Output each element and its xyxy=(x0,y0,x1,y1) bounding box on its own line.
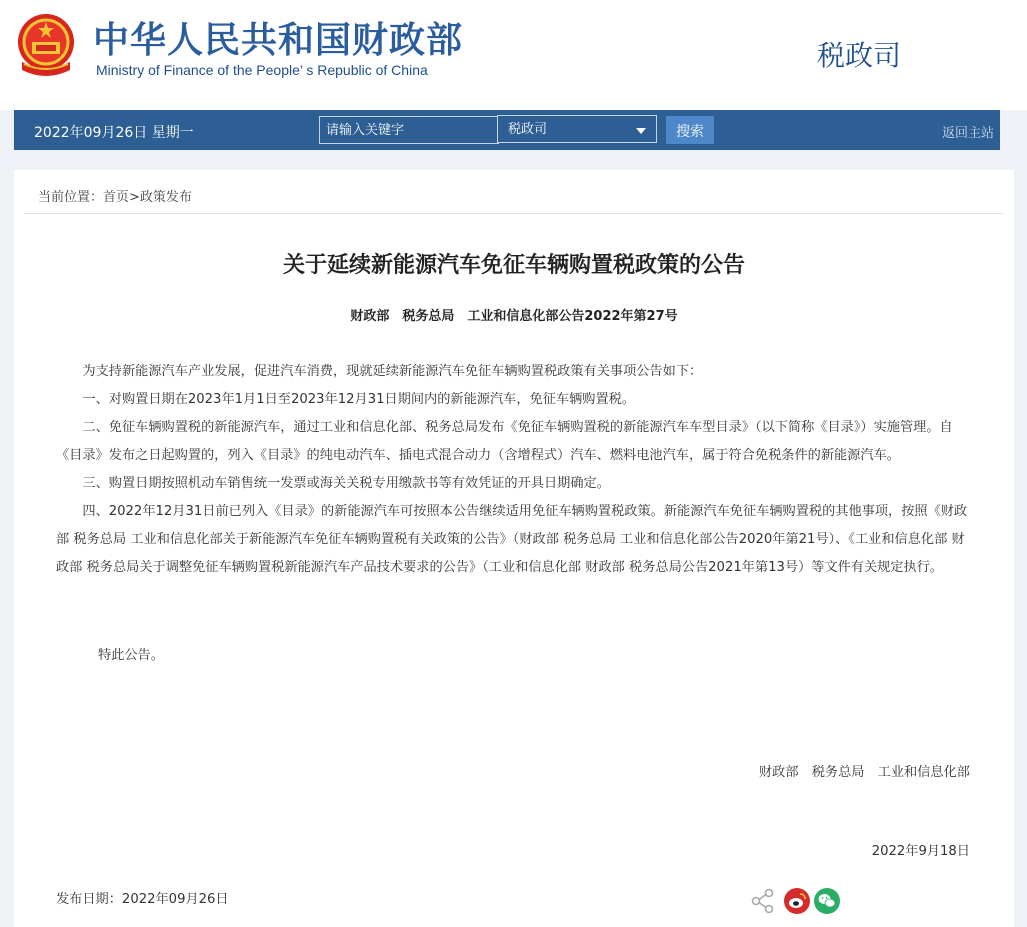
nav-bar xyxy=(14,110,1000,150)
article-container xyxy=(14,170,1014,927)
paragraph: 一、对购置日期在2023年1月1日至2023年12月31日期间内的新能源汽车，免征车辆购置税。 xyxy=(82,392,636,407)
search-button[interactable]: 搜索 xyxy=(666,116,714,144)
weibo-icon[interactable] xyxy=(783,887,811,915)
department-name: 税政司 xyxy=(817,39,902,72)
section-select-value: 税政司 xyxy=(508,122,548,137)
paragraph: 三、购置日期按照机动车销售统一发票或海关关税专用缴款书等有效凭证的开具日期确定。 xyxy=(82,476,610,491)
site-header xyxy=(0,0,1027,110)
article-body xyxy=(56,358,970,582)
share-bar xyxy=(749,887,849,915)
sign-date: 2022年9月18日 xyxy=(871,844,970,859)
section-select[interactable] xyxy=(497,115,657,143)
search-input[interactable] xyxy=(319,116,499,144)
back-home-link[interactable]: 返回主站 xyxy=(941,126,994,141)
site-title-cn[interactable]: 中华人民共和国财政部 xyxy=(93,20,464,61)
site-title-en: Ministry of Finance of the People’ s Republic of China xyxy=(96,62,428,78)
chevron-down-icon xyxy=(636,128,646,134)
national-emblem-icon xyxy=(14,12,78,80)
paragraph: 二、免征车辆购置税的新能源汽车，通过工业和信息化部、税务总局发布《免征车辆购置税的新能源汽车车型目录》（以下简称《目录》）实施管理。自《目录》发布之日起购置的，列入《目录》的纯电动汽车、插电式混合动力（含增程式）汽车、燃料电池汽车，属于符合免税条件的新能源汽车。 xyxy=(56,420,953,463)
article-title: 关于延续新能源汽车免征车辆购置税政策的公告 xyxy=(282,253,745,278)
signature: 财政部 税务总局 工业和信息化部 xyxy=(759,765,970,780)
document-number: 财政部 税务总局 工业和信息化部公告2022年第27号 xyxy=(350,309,678,324)
current-date: 2022年09月26日 星期一 xyxy=(34,125,194,141)
paragraph: 四、2022年12月31日前已列入《目录》的新能源汽车可按照本公告继续适用免征车辆购置税政策。新能源汽车免征车辆购置税的其他事项，按照《财政部 税务总局 工业和信息化部关于新能源汽车免征车辆购置税有关政策的公告》（财政部 税务总局 工业和信息化部公告2020年第21号）、《工业和信息化部 财政部 税务总局关于调整免征车辆购置税新能源汽车产品技术要求的公告》（工业和信息化部 财政部 税务总局公告2021年第13号）等文件有关规定执行。 xyxy=(56,504,968,575)
publish-date: 发布日期：2022年09月26日 xyxy=(56,892,229,907)
breadcrumb: 当前位置：首页>政策发布 xyxy=(38,190,192,205)
closing-text: 特此公告。 xyxy=(98,648,164,663)
divider xyxy=(24,213,1004,214)
paragraph: 为支持新能源汽车产业发展，促进汽车消费，现就延续新能源汽车免征车辆购置税政策有关事项公告如下： xyxy=(82,364,703,379)
wechat-icon[interactable] xyxy=(813,887,841,915)
share-icon[interactable] xyxy=(749,887,777,915)
